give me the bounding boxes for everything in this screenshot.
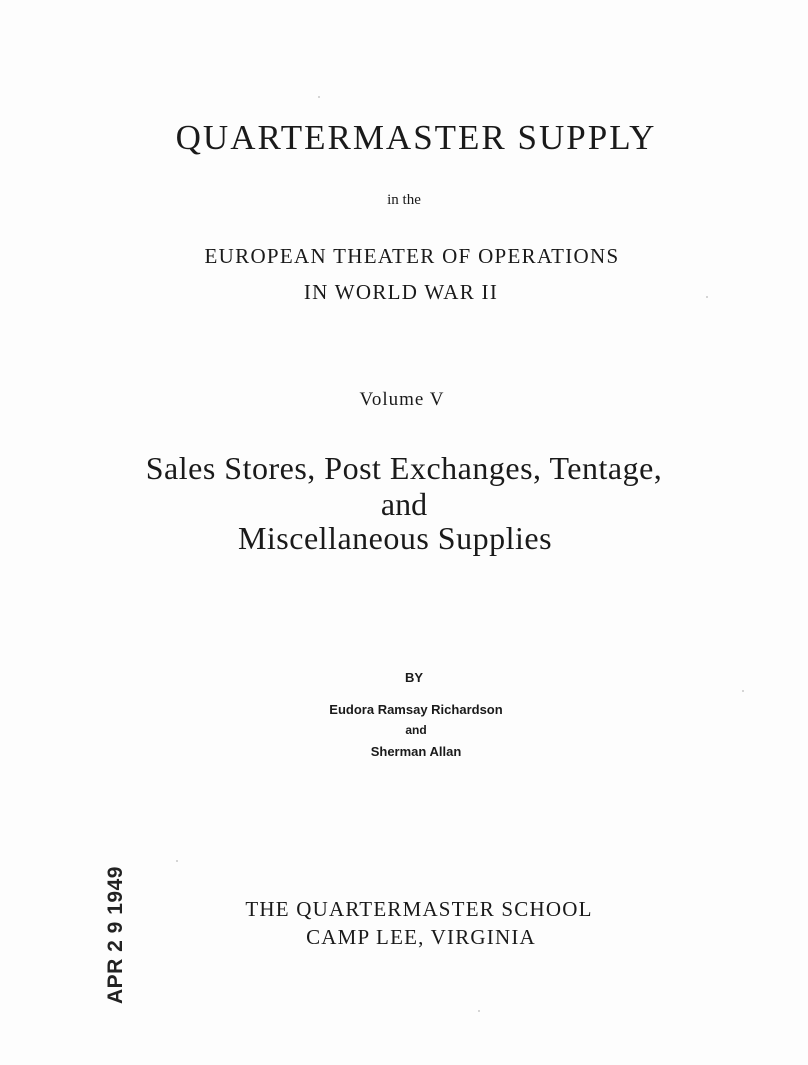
subtitle-line-2: and	[380, 486, 428, 522]
paper-speck	[742, 690, 744, 692]
paper-speck	[706, 296, 708, 298]
subtitle-line-1: Sales Stores, Post Exchanges, Tentage,	[145, 450, 663, 486]
paper-speck	[176, 860, 178, 862]
paper-speck	[478, 1010, 480, 1012]
paper-speck	[318, 96, 320, 98]
publisher-name: THE QUARTERMASTER SCHOOL	[245, 897, 593, 921]
by-label: BY	[404, 670, 424, 685]
theater-line-2: IN WORLD WAR II	[303, 280, 499, 304]
volume-label: Volume V	[359, 389, 445, 410]
book-title: QUARTERMASTER SUPPLY	[175, 118, 657, 157]
author-1: Eudora Ramsay Richardson	[329, 702, 503, 717]
publisher-location: CAMP LEE, VIRGINIA	[306, 925, 536, 949]
date-stamp: APR 2 9 1949	[104, 866, 127, 1004]
author-connector: and	[405, 723, 427, 737]
title-connector: in the	[387, 192, 421, 208]
subtitle-line-3: Miscellaneous Supplies	[237, 520, 553, 556]
theater-line-1: EUROPEAN THEATER OF OPERATIONS	[204, 244, 620, 268]
author-2: Sherman Allan	[370, 744, 462, 759]
